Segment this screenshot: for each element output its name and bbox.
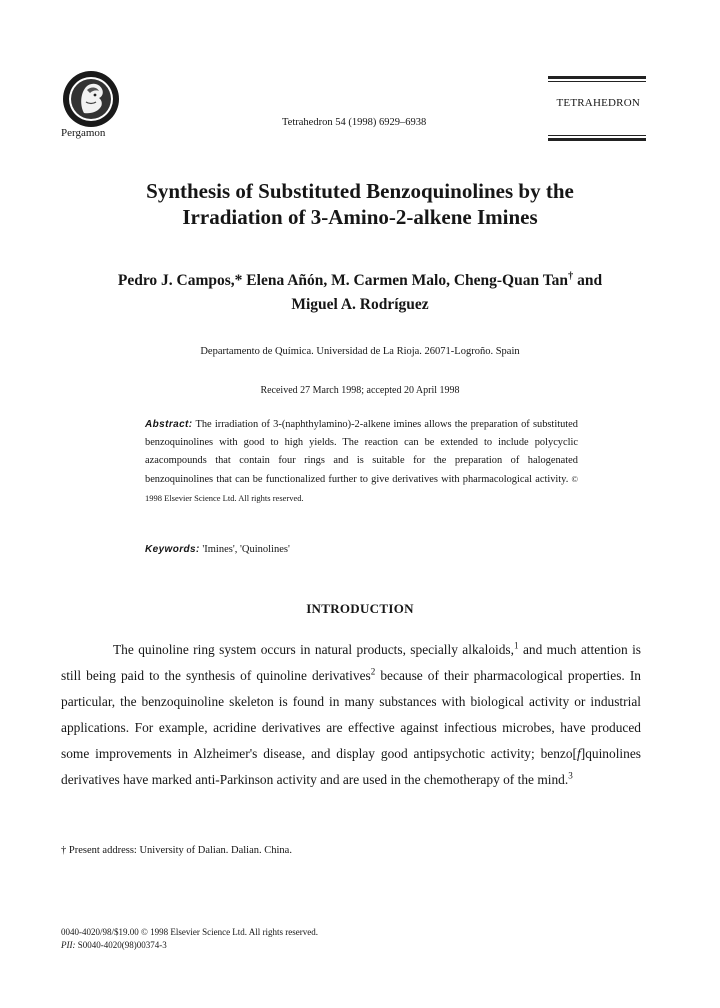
affiliation: Departamento de Química. Universidad de La Rioja. 26071-Logroño. Spain — [200, 346, 520, 357]
section-heading: INTRODUCTION — [306, 601, 414, 616]
keywords-text: 'Imines', 'Quinolines' — [202, 544, 290, 555]
pii-label: PII: — [61, 940, 76, 950]
authors-line: Miguel A. Rodríguez — [291, 296, 429, 313]
issn-line: 0040-4020/98/$19.00 © 1998 Elsevier Science Ltd. All rights reserved. — [61, 927, 319, 937]
header-rule — [548, 135, 646, 136]
received-dates: Received 27 March 1998; accepted 20 April 1998 — [260, 385, 460, 396]
paragraph-text: because of their pharmacological properties. In particular, the benzoquinoline skeleton is found in many substances with biological activity or industrial applications. For example, acridine derivatives are effective against infectious microbes, have produced some improvements in Alzheimer's disease, and display good antipsychotic activity; benzo[ — [61, 668, 641, 761]
paragraph-text: and much attention is still being paid to the synthesis of quinoline derivatives — [61, 642, 642, 683]
pii-line — [61, 939, 318, 952]
copyright-block — [61, 926, 318, 952]
article-title — [60, 178, 660, 230]
pii-value: S0040-4020(98)00374-3 — [75, 940, 167, 950]
reference-mark: 1 — [514, 640, 519, 651]
footnote-text: Present address: University of Dalian. Dalian. China. — [66, 845, 292, 856]
publisher-name: Pergamon — [61, 127, 106, 139]
reference-mark: 3 — [568, 770, 573, 781]
dagger-mark: † — [61, 845, 67, 856]
header-rule — [548, 81, 646, 82]
paragraph-italic: f — [577, 746, 581, 761]
publisher-logo — [62, 70, 120, 128]
introduction-paragraph — [61, 637, 641, 793]
abstract-text: The irradiation of 3-(naphthylamino)-2-alkene imines allows the preparation of substituted benzoquinolines with good to high yields. The reaction can be extended to include polycyclic azacompounds that contain four rings and is suitable for the preparation of halogenated benzoquinolines that can be functionalized further to give derivatives with pharmacological activity. — [145, 419, 578, 485]
journal-name: TETRAHEDRON — [556, 97, 640, 109]
keywords-label: Keywords: — [145, 544, 200, 555]
abstract — [145, 416, 578, 508]
reference-mark: 2 — [370, 666, 376, 677]
authors-line — [60, 269, 660, 293]
authors-names: Pedro J. Campos,* Elena Añón, M. Carmen Malo, Cheng-Quan Tan — [117, 272, 568, 289]
keywords — [145, 544, 290, 555]
dagger-mark: † — [568, 270, 574, 282]
author-list — [60, 269, 660, 317]
paragraph-text: ]quinolines derivatives have marked anti-Parkinson activity and are used in the chemotherapy of the mind. — [61, 746, 641, 787]
title-line: Irradiation of 3-Amino-2-alkene Imines — [182, 205, 538, 229]
header-rule — [548, 76, 646, 79]
authors-conjunction: and — [573, 272, 603, 289]
title-line: Synthesis of Substituted Benzoquinolines by the — [146, 179, 574, 203]
journal-reference: Tetrahedron 54 (1998) 6929–6938 — [282, 117, 427, 128]
abstract-copyright: © 1998 Elsevier Science Ltd. All rights reserved. — [145, 474, 578, 503]
paragraph-text: The quinoline ring system occurs in natural products, specially alkaloids, — [113, 642, 514, 657]
header-rule — [548, 138, 646, 141]
abstract-label: Abstract: — [145, 419, 193, 430]
footnote — [61, 845, 292, 856]
